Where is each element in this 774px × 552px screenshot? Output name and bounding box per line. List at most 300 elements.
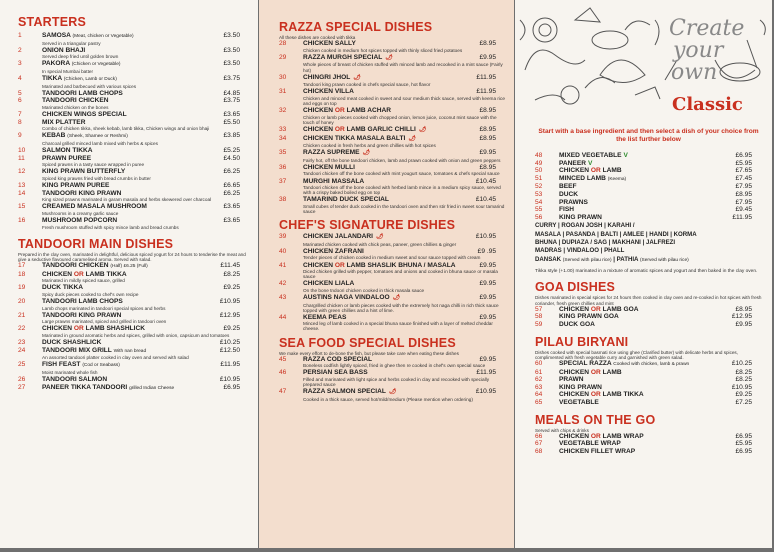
item-name xyxy=(303,40,479,48)
item-name xyxy=(42,284,223,292)
item-subtitle: (Sheek, Shamee or Reshmi) xyxy=(67,134,128,140)
item-price: £9.25 xyxy=(735,391,752,399)
right-column xyxy=(515,0,772,548)
item-name xyxy=(42,47,223,55)
item-description: Chicken and minced meat cooked in sweet and sour medium thick sauce, served with keema rice and eggs on top xyxy=(303,95,505,107)
item-name-text: CHICKEN JALANDARI xyxy=(303,233,373,241)
menu-item xyxy=(18,203,250,211)
menu-item xyxy=(535,433,762,441)
item-name xyxy=(42,347,220,356)
chef-list xyxy=(279,233,506,331)
item-name xyxy=(559,433,735,441)
item-number: 62 xyxy=(535,376,543,384)
item-price: £9.95 xyxy=(479,261,496,269)
item-name-text: CHICKEN ZAFRANI xyxy=(303,247,364,255)
item-name-text: DUCK GOA xyxy=(559,321,595,329)
item-subtitle: (Half) £6.25 (Full) xyxy=(110,264,148,270)
menu-item xyxy=(279,233,506,242)
item-name-text: PAKORA xyxy=(42,60,70,68)
item-description: Cooked in a thick sauce, served hot/mild/medium (Please mention when ordering) xyxy=(303,396,473,402)
item-price: £3.65 xyxy=(223,111,240,119)
item-number: 60 xyxy=(535,360,543,368)
item-name-text: RAZZA SALMON SPECIAL xyxy=(303,388,386,396)
item-description: Marinated in mildly spiced sauce, grilled xyxy=(42,278,125,284)
item-price: £4.85 xyxy=(223,89,240,97)
left-column xyxy=(0,0,258,548)
or-word: OR xyxy=(73,270,84,278)
menu-item xyxy=(535,160,762,168)
menu-item xyxy=(279,294,506,303)
item-name-text: VEGETABLE WRAP xyxy=(559,440,621,448)
item-name xyxy=(303,164,479,172)
item-description: Filled and marinated with light spice and herbs cooked in clay and recooked with specially prepared sauce xyxy=(303,377,490,388)
item-number: 9 xyxy=(18,132,22,140)
item-number: 41 xyxy=(279,261,287,269)
item-name-text: CHICKEN xyxy=(42,325,73,333)
menu-item xyxy=(18,325,250,333)
item-name xyxy=(42,376,220,384)
item-price: £8.25 xyxy=(223,270,240,278)
item-name xyxy=(42,271,223,279)
item-name xyxy=(559,160,735,168)
item-price: £7.65 xyxy=(735,167,752,175)
item-subtitle: (Keema) xyxy=(607,176,627,182)
razza-intro: All these dishes are cooked with tikka xyxy=(279,35,356,40)
item-description: Charcoal grilled minced lamb mixed with herbs & spices xyxy=(42,140,158,146)
item-name xyxy=(42,168,223,176)
item-price: £10.25 xyxy=(731,360,752,368)
item-name-text: PRAWN PUREE xyxy=(42,154,92,162)
item-number: 54 xyxy=(535,198,543,206)
item-number: 21 xyxy=(18,311,26,319)
item-name-text: DUCK xyxy=(559,190,579,198)
or-word: OR xyxy=(334,125,345,133)
biryani-list xyxy=(535,360,762,407)
or-word: OR xyxy=(590,167,601,175)
item-description: Lamb chops marinated in tandoori special spices and herbs xyxy=(42,305,166,311)
menu-item xyxy=(18,347,250,356)
item-price: £3.75 xyxy=(223,75,240,83)
menu-item xyxy=(535,440,762,448)
item-number: 16 xyxy=(18,216,26,224)
item-number: 42 xyxy=(279,280,287,288)
chilli-icon: 🌶 xyxy=(385,54,393,61)
item-name xyxy=(42,182,223,190)
item-number: 2 xyxy=(18,46,22,54)
item-name xyxy=(559,167,735,175)
item-name xyxy=(559,440,735,448)
item-price: £5.50 xyxy=(223,118,240,126)
item-price: £5.25 xyxy=(223,147,240,154)
menu-item xyxy=(535,183,762,191)
razza-heading: RAZZA SPECIAL DISHES xyxy=(279,20,433,34)
item-description: Boneless codfish lightly spiced, fried in ghee then re cooked in chef's own special sauce xyxy=(303,363,486,369)
item-name-text-2: LAMB ACHAR xyxy=(346,107,392,115)
item-name xyxy=(559,376,735,384)
item-name xyxy=(42,325,223,333)
item-name-text: DUCK TIKKA xyxy=(42,284,84,292)
or-word: OR xyxy=(590,432,601,440)
item-name xyxy=(42,155,223,163)
item-number: 10 xyxy=(18,147,26,154)
item-name-text: BEEF xyxy=(559,183,577,191)
item-number: 47 xyxy=(279,388,287,396)
item-description: Chargrilled chicken or lamb pieces cooked with the extremely hot naga chilli in rich thick sauce topped with green chillies and a hint of lime. xyxy=(303,302,499,313)
item-name xyxy=(303,233,476,242)
menu-item xyxy=(535,191,762,199)
item-description: Chicken cooked in fresh herbs and green chillies with hot spices xyxy=(303,143,436,149)
item-description: Chicken or lamb pieces cooked with chopped onion, lemon juice, coconut mint sauce with the touch of honey xyxy=(303,114,497,125)
item-price: £9.45 xyxy=(735,206,752,214)
item-number: 68 xyxy=(535,447,543,455)
item-number: 45 xyxy=(279,355,287,363)
item-price: £11.95 xyxy=(220,361,240,369)
tandoori-intro: Prepared in the clay oven, marinated in delightful, delicious spiced yogurt for 24 hours to tenderise the meat and give a seductive flavoured caramelised aroma. Served with salad. xyxy=(18,251,246,262)
menu-item xyxy=(535,306,762,314)
menu-item xyxy=(18,361,250,370)
item-name xyxy=(559,175,735,184)
item-name xyxy=(42,203,223,211)
item-price: £9.95 xyxy=(479,149,496,157)
item-number: 52 xyxy=(535,183,543,191)
seafood-heading: SEA FOOD SPECIAL DISHES xyxy=(279,335,456,350)
item-price: £4.50 xyxy=(223,154,240,162)
item-price: £5.95 xyxy=(735,440,752,448)
chef-heading: CHEF'S SIGNATURE DISHES xyxy=(279,218,456,233)
item-name-text: CHINGRI JHOL xyxy=(303,73,351,81)
item-description: In special Mumbai batter xyxy=(42,68,94,74)
item-number: 23 xyxy=(18,339,26,347)
menu-item xyxy=(535,391,762,399)
item-name xyxy=(559,306,735,314)
item-number: 12 xyxy=(18,168,26,176)
item-name-text: CHICKEN LIALA xyxy=(303,280,355,288)
item-description: Tandoori chicken off the bone cooked with herbed lamb mince in a medium spicy sauce, served with a crispy baked boiled egg on top xyxy=(303,185,501,196)
menu-item xyxy=(279,107,506,115)
menu-item xyxy=(18,147,250,155)
or-word: OR xyxy=(590,368,601,376)
item-price: £10.25 xyxy=(219,339,240,347)
item-description: Whole pieces of breast of chicken stuffed with minced lamb and recooked in a mint sauce (Fairly hot) xyxy=(303,62,503,73)
item-price: £10.95 xyxy=(475,233,496,241)
item-name xyxy=(559,183,735,191)
item-name-text: TANDOORI CHICKEN xyxy=(42,97,109,105)
item-name xyxy=(303,196,476,204)
menu-item xyxy=(535,448,762,456)
item-name xyxy=(559,391,735,399)
item-name xyxy=(303,135,479,144)
item-name-text: KING PRAWN GOA xyxy=(559,313,619,321)
item-name-text-2: LAMB SHASHLICK xyxy=(85,325,145,333)
chilli-icon: 🌶 xyxy=(392,294,401,301)
vegetarian-icon: V xyxy=(623,152,628,159)
item-price: £3.65 xyxy=(223,216,240,224)
menu-item xyxy=(279,74,506,83)
item-name-text: CHICKEN xyxy=(559,368,590,376)
item-number: 4 xyxy=(18,75,22,83)
item-number: 27 xyxy=(18,383,26,391)
item-name-text: CHICKEN TIKKA MASALA BALTI xyxy=(303,134,406,142)
item-price: £10.45 xyxy=(475,177,496,185)
item-price: £9.95 xyxy=(479,293,496,301)
item-number: 8 xyxy=(18,118,22,126)
item-name xyxy=(303,54,479,63)
item-name xyxy=(42,339,220,347)
chilli-icon: 🌶 xyxy=(408,135,416,142)
starters-list xyxy=(18,32,250,230)
menu-item xyxy=(18,90,250,98)
item-name xyxy=(42,361,220,370)
item-price: £9.95 xyxy=(479,53,496,61)
item-name xyxy=(42,60,223,69)
item-number: 51 xyxy=(535,174,543,182)
item-name-text: KEEMA PEAS xyxy=(303,313,347,321)
item-name-text: KEBAB xyxy=(42,132,66,140)
item-number: 14 xyxy=(18,189,26,197)
item-name xyxy=(303,388,476,397)
item-name-text: TANDOORI LAMB CHOPS xyxy=(42,89,123,97)
item-price: £6.95 xyxy=(223,383,240,391)
item-number: 24 xyxy=(18,346,26,354)
item-name-text: KING PRAWN xyxy=(559,213,602,221)
item-price: £3.50 xyxy=(223,46,240,54)
item-subtitle: (Cod or Seabass) xyxy=(82,363,120,369)
item-number: 3 xyxy=(18,60,22,68)
item-name-text: TIKKA xyxy=(42,75,62,83)
item-name xyxy=(303,88,476,96)
item-number: 38 xyxy=(279,196,287,204)
item-name-text: CHICKEN xyxy=(303,125,334,133)
menu-item xyxy=(279,88,506,96)
item-name-text: CHICKEN xyxy=(42,270,73,278)
item-name xyxy=(303,178,476,186)
item-number: 5 xyxy=(18,89,22,97)
menu-item xyxy=(18,132,250,141)
item-description: Diced chicken grilled with pepper, tomatoes and onions and cooked in bhuna sauce or masala sauce xyxy=(303,269,498,280)
item-name xyxy=(42,312,220,320)
item-description: Combo of chicken tikka, sheek kebab, lamb tikka, Chicken wings and onion bhaji xyxy=(42,126,210,132)
item-number: 11 xyxy=(18,154,25,162)
item-name xyxy=(42,298,220,306)
item-name-text: RAZZA SUPREME xyxy=(303,149,360,157)
item-description: Marinated in ground aromatic herbs and spices, grilled with onion, capsicum and tomatoes xyxy=(42,332,230,338)
item-name-text: MUSHROOM POPCORN xyxy=(42,216,118,224)
item-name-text: RAZZA MURGH SPECIAL xyxy=(303,53,383,61)
item-description: Fairly hot, off the bone tandoori chicken, lamb and prawn cooked with onion and green peppers xyxy=(303,157,501,163)
item-number: 35 xyxy=(279,149,287,157)
item-name-text: MIX PLATTER xyxy=(42,118,86,126)
item-number: 36 xyxy=(279,163,287,171)
item-number: 61 xyxy=(535,368,543,376)
item-price: £9.95 xyxy=(479,280,496,288)
item-price: £12.95 xyxy=(219,311,240,319)
item-name-text: TANDOORI SALMON xyxy=(42,376,108,384)
goa-intro: Dishes marinated in special spices for 24 hours then cooked in clay oven and re-cooked in hot spices with fresh coriander, fresh green chillies and mint xyxy=(535,295,762,306)
item-price: £6.65 xyxy=(223,181,240,189)
item-name-text-2: LAMB WRAP xyxy=(602,432,644,440)
item-price: £7.45 xyxy=(735,174,752,182)
item-description: Minced leg of lamb cooked in a special bhuna sauce finished with a layer of melted cheddar cheese. xyxy=(303,321,493,332)
item-price: £8.95 xyxy=(479,125,496,133)
menu-item xyxy=(279,369,506,377)
tandoori-heading: TANDOORI MAIN DISHES xyxy=(18,236,174,251)
item-number: 56 xyxy=(535,213,543,221)
tandoori-list xyxy=(18,262,250,392)
item-name-text-2: LAMB GOA xyxy=(602,305,639,313)
chilli-icon: 🌶 xyxy=(388,389,397,396)
menu-item xyxy=(535,167,762,175)
item-name xyxy=(303,262,479,270)
item-description: Moist marinated whole fish xyxy=(42,369,98,375)
item-name-text: CHICKEN MULLI xyxy=(303,163,356,171)
menu-item xyxy=(18,182,250,190)
item-name-text: TANDOORI KING PRAWN xyxy=(42,189,122,197)
item-subtitle: (Meat, chicken or Vegetable) xyxy=(72,34,134,39)
item-name-text: PANEER TIKKA TANDOORI xyxy=(42,383,128,391)
item-name xyxy=(42,217,223,225)
item-name xyxy=(42,147,223,155)
item-name-text: TANDOORI MIX GRILL xyxy=(42,346,112,354)
item-number: 37 xyxy=(279,177,287,185)
item-name-text: KING PRAWN PUREE xyxy=(42,181,110,189)
item-price: £12.95 xyxy=(731,313,752,321)
menu-item xyxy=(535,152,762,160)
item-name-text: CHICKEN xyxy=(559,432,590,440)
item-number: 65 xyxy=(535,398,543,406)
item-name-text: VEGETABLE xyxy=(559,398,599,406)
item-number: 28 xyxy=(279,40,287,48)
item-name-text: RAZZA COD SPECIAL xyxy=(303,355,372,363)
item-price: £11.95 xyxy=(732,213,752,221)
or-word: OR xyxy=(334,107,345,115)
menu-item xyxy=(535,175,762,184)
item-number: 34 xyxy=(279,134,287,142)
item-name-text: FISH xyxy=(559,206,575,214)
item-price: £3.50 xyxy=(223,60,240,68)
menu-item xyxy=(279,126,506,135)
chilli-icon: 🌶 xyxy=(362,150,371,157)
item-number: 39 xyxy=(279,233,287,241)
item-number: 19 xyxy=(18,284,26,292)
item-name-text: SAMOSA xyxy=(42,32,71,39)
item-price: £8.95 xyxy=(735,305,752,313)
item-name-text: DUCK SHASHLICK xyxy=(42,339,102,347)
menu-item xyxy=(18,271,250,279)
item-name xyxy=(303,314,479,322)
menu-item xyxy=(535,360,762,369)
item-name-text: PERSIAN SEA BASS xyxy=(303,369,368,377)
item-name xyxy=(42,190,223,198)
item-price: £8.25 xyxy=(735,368,752,376)
menu-item xyxy=(18,384,250,393)
menu-item xyxy=(279,388,506,397)
item-name xyxy=(42,75,223,84)
item-price: £3.50 xyxy=(223,32,240,39)
item-name-text: TANDOORI CHICKEN xyxy=(42,262,109,270)
item-price: £10.95 xyxy=(475,388,496,396)
item-description: Spicy duck pieces cooked to chef's own recipe xyxy=(42,291,139,297)
item-description: Chicken cooked in medium hot spices topped with thinly sliced fried potatoes xyxy=(303,47,463,53)
item-description: Spiced prawns in a tasty sauce wrapped in puree xyxy=(42,162,145,168)
menu-item xyxy=(279,164,506,172)
item-price: £12.50 xyxy=(219,346,240,354)
item-name-text: CHICKEN xyxy=(303,261,334,269)
item-number: 67 xyxy=(535,440,543,448)
item-price: £10.45 xyxy=(475,196,496,204)
item-description: King sized prawns marinated in garam masala and herbs skewered over charcoal xyxy=(42,197,212,203)
item-name-text: CHICKEN xyxy=(303,107,334,115)
item-name-text: MURGHI MASSALA xyxy=(303,177,365,185)
item-name xyxy=(559,191,735,199)
menu-item xyxy=(535,376,762,384)
item-price: £7.95 xyxy=(735,183,752,191)
item-name xyxy=(42,90,223,98)
starters-heading: STARTERS xyxy=(18,15,87,29)
item-name xyxy=(303,280,479,288)
tikka-note: Tikka style (+1.00) marinated in a mixture of aromatic spices and yogurt and then baked in the clay oven. xyxy=(535,268,758,274)
item-price: £9 .95 xyxy=(477,247,496,255)
menu-item xyxy=(279,54,506,63)
item-number: 46 xyxy=(279,369,287,377)
item-name-text: SALMON TIKKA xyxy=(42,147,93,154)
item-price: £9.95 xyxy=(479,313,496,321)
menu-item xyxy=(279,149,506,158)
item-name-text: ONION BHAJI xyxy=(42,46,86,54)
item-description: Spiced king prawns fried with bread crumbs in butter xyxy=(42,175,151,181)
item-number: 7 xyxy=(18,111,22,119)
item-name-text-2: LAMB TIKKA xyxy=(602,391,644,399)
item-name xyxy=(303,74,476,83)
item-number: 26 xyxy=(18,376,26,384)
item-name xyxy=(559,206,735,214)
base-list xyxy=(535,152,762,221)
item-subtitle: (Chicken, Lamb or Duck) xyxy=(63,77,117,83)
menu-item xyxy=(279,356,506,364)
item-subtitle: (Chicken or Vegetable) xyxy=(71,62,121,68)
item-number: 30 xyxy=(279,73,287,81)
menu-item xyxy=(18,60,250,69)
create-your-own-title: Create your own xyxy=(669,16,745,85)
menu-item xyxy=(18,155,250,163)
item-number: 58 xyxy=(535,313,543,321)
biryani-intro: Dishes cooked with special basmati rice using ghee (Clarified butter) with delicate herbs and spices, complimented with fresh vegetable curry and garnished with green salad. xyxy=(535,349,738,360)
menu-item xyxy=(279,262,506,270)
item-number: 6 xyxy=(18,97,22,105)
meals-list xyxy=(535,433,762,456)
item-name xyxy=(559,360,732,369)
seafood-intro: We make every effort to de-bone the fish, but please take care when eating these dishes xyxy=(279,350,459,356)
or-word: OR xyxy=(590,305,601,313)
item-price: £3.85 xyxy=(223,132,240,140)
item-name xyxy=(42,32,223,41)
item-name xyxy=(303,248,478,256)
item-name-text-2: LAMB xyxy=(602,167,622,175)
item-price: £10.95 xyxy=(219,376,240,384)
menu-item xyxy=(18,32,250,41)
item-number: 18 xyxy=(18,270,26,278)
item-name xyxy=(559,321,735,329)
item-name xyxy=(559,199,735,207)
item-price: £5.95 xyxy=(735,159,752,167)
item-description: Fresh mushroom stuffed with spicy mince lamb and bread crumbs xyxy=(42,224,179,230)
item-name xyxy=(303,356,479,364)
item-number: 15 xyxy=(18,203,26,211)
item-price: £6.25 xyxy=(223,168,240,176)
item-price: £6.25 xyxy=(223,189,240,197)
item-price: £8.95 xyxy=(479,107,496,115)
item-number: 50 xyxy=(535,167,543,175)
menu-item xyxy=(535,321,762,329)
